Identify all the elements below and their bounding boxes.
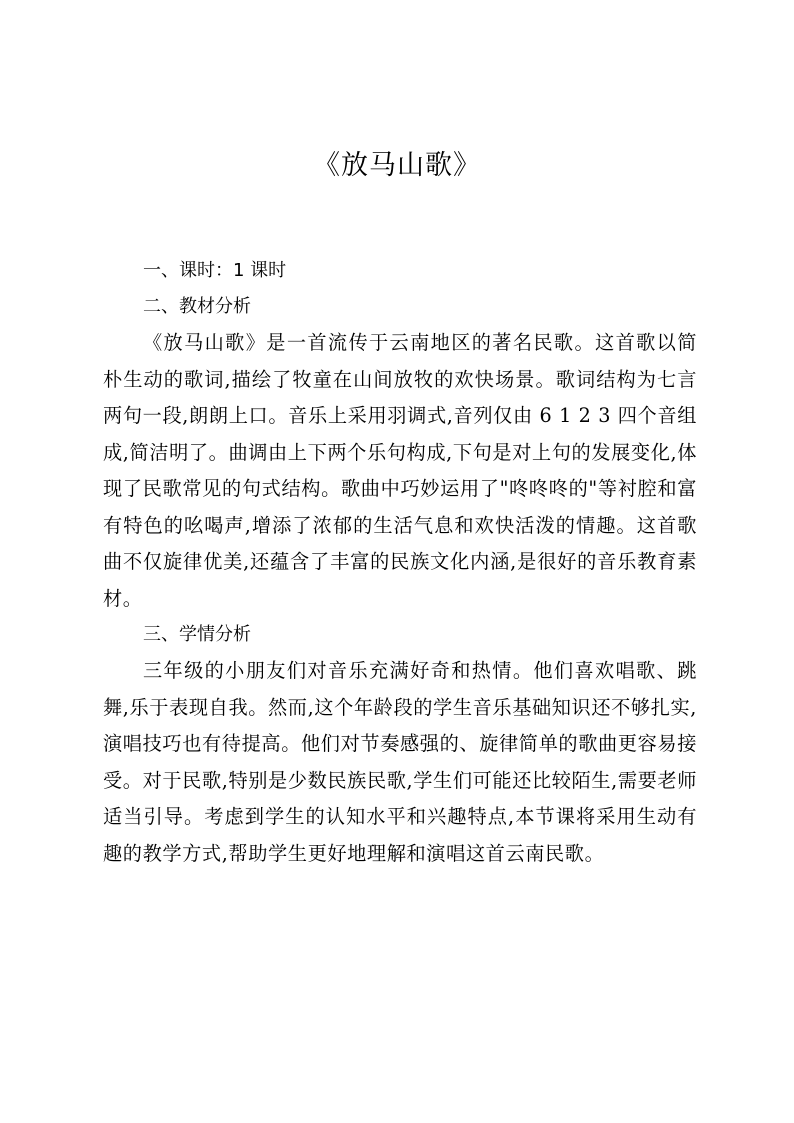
section-heading-student-analysis: 三、学情分析	[143, 624, 251, 645]
section-heading-lesson-hours: 一、课时：1 课时	[143, 260, 287, 281]
document-body	[103, 253, 697, 872]
student-analysis-paragraph: 三年级的小朋友们对音乐充满好奇和热情。他们喜欢唱歌、跳舞,乐于表现自我。然而,这个年龄段的学生音乐基础知识还不够扎实,演唱技巧也有待提高。他们对节奏感强的、旋律简单的歌曲更容易接受。对于民歌,特别是少数民族民歌,学生们可能还比较陌生,需要老师适当引导。考虑到学生的认知水平和兴趣特点,本节课将采用生动有趣的教学方式,帮助学生更好地理解和演唱这首云南民歌。	[103, 659, 697, 865]
page-title: 《放马山歌》	[313, 150, 481, 181]
section-heading-material-analysis: 二、教材分析	[143, 296, 251, 317]
material-analysis-paragraph: 《放马山歌》是一首流传于云南地区的著名民歌。这首歌以简朴生动的歌词,描绘了牧童在山间放牧的欢快场景。歌词结构为七言两句一段,朗朗上口。音乐上采用羽调式,音列仅由 6 1 2 3 四个音组成,简洁明了。曲调由上下两个乐句构成,下句是对上句的发展变化,体现了民歌常见的句式结构。歌曲中巧妙运用了"咚咚咚的"等衬腔和富有特色的吆喝声,增添了浓郁的生活气息和欢快活泼的情趣。这首歌曲不仅旋律优美,还蕴含了丰富的民族文化内涵,是很好的音乐教育素材。	[103, 331, 697, 610]
